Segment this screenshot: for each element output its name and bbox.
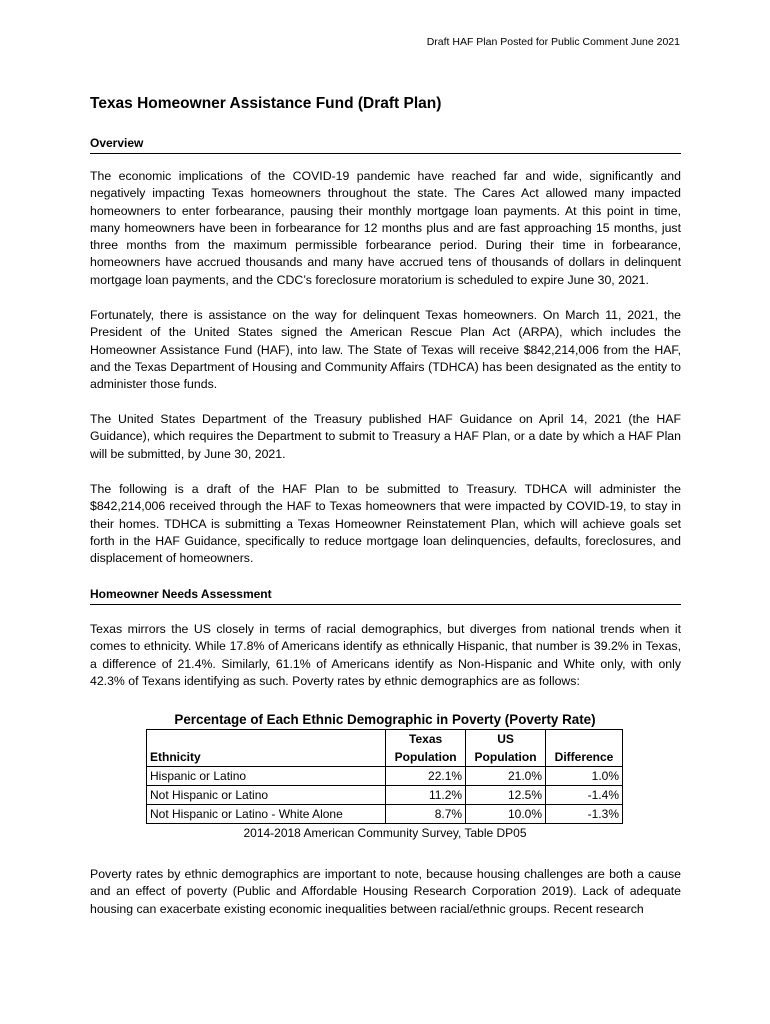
us-rate-cell: 21.0% (466, 767, 546, 786)
poverty-table (146, 729, 623, 824)
table-row (147, 786, 623, 805)
overview-heading: Overview (90, 136, 681, 154)
us-header-bottom: Population (466, 748, 546, 767)
header-note: Draft HAF Plan Posted for Public Comment June 2021 (426, 36, 680, 48)
us-header-top: US (466, 730, 546, 749)
overview-paragraph-4: The following is a draft of the HAF Plan to be submitted to Treasury. TDHCA will administer the $842,214,006 received through the HAF to Texas homeowners that were impacted by COVID-19, to stay in their homes. TDHCA is submitting a Texas Homeowner Reinstatement Plan, which will achieve goals set forth in the HAF Guidance, specifically to reduce mortgage loan delinquencies, defaults, foreclosures, and displacement of homeowners. (90, 482, 681, 566)
table-row (147, 767, 623, 786)
texas-rate-cell: 11.2% (386, 786, 466, 805)
poverty-table-title: Percentage of Each Ethnic Demographic in Poverty (Poverty Rate) (174, 712, 596, 727)
difference-cell: -1.4% (546, 786, 623, 805)
overview-paragraph-3: The United States Department of the Treasury published HAF Guidance on April 14, 2021 (the HAF Guidance), which requires the Department to submit to Treasury a HAF Plan, or a date by which a HAF Plan will be submitted, by June 30, 2021. (90, 412, 681, 461)
difference-cell: -1.3% (546, 805, 623, 824)
texas-rate-cell: 8.7% (386, 805, 466, 824)
table-source: 2014-2018 American Community Survey, Table DP05 (243, 826, 527, 840)
needs-assessment-heading: Homeowner Needs Assessment (90, 587, 681, 605)
ethnicity-cell: Hispanic or Latino (147, 767, 386, 786)
overview-paragraph-1: The economic implications of the COVID-19 pandemic have reached far and wide, significantly and negatively impacting Texas homeowners throughout the state. The Cares Act allowed many impacted homeowners to enter forbearance, pausing their monthly mortgage loan payments. At this point in time, many homeowners have been in forbearance for 12 months plus and are fast approaching 15 months, just three months from the maximum permissible forbearance period. During their time in forbearance, homeowners have accrued thousands and many have accrued tens of thousands of dollars in delinquent mortgage loan payments, and the CDC’s foreclosure moratorium is scheduled to expire June 30, 2021. (90, 169, 681, 287)
table-header-row-top (147, 730, 623, 749)
ethnicity-header: Ethnicity (147, 730, 386, 767)
texas-header-top: Texas (386, 730, 466, 749)
ethnicity-cell: Not Hispanic or Latino (147, 786, 386, 805)
overview-paragraph-2: Fortunately, there is assistance on the way for delinquent Texas homeowners. On March 11, 2021, the President of the United States signed the American Rescue Plan Act (ARPA), which includes the Homeowner Assistance Fund (HAF), into law. The State of Texas will receive $842,214,006 from the HAF, and the Texas Department of Housing and Community Affairs (TDHCA) has been designated as the entity to administer those funds. (90, 308, 681, 392)
texas-rate-cell: 22.1% (386, 767, 466, 786)
ethnicity-cell: Not Hispanic or Latino - White Alone (147, 805, 386, 824)
difference-header-blank (546, 730, 623, 749)
difference-cell: 1.0% (546, 767, 623, 786)
table-row (147, 805, 623, 824)
needs-paragraph-1: Texas mirrors the US closely in terms of racial demographics, but diverges from national trends when it comes to ethnicity. While 17.8% of Americans identify as ethnically Hispanic, that number is 39.2% in Texas, a difference of 21.4%. Similarly, 61.1% of Americans identify as Non-Hispanic and White only, with only 42.3% of Texans identifying as such. Poverty rates by ethnic demographics are as follows: (90, 622, 681, 688)
us-rate-cell: 12.5% (466, 786, 546, 805)
us-rate-cell: 10.0% (466, 805, 546, 824)
needs-paragraph-2: Poverty rates by ethnic demographics are important to note, because housing challenges are both a cause and an effect of poverty (Public and Affordable Housing Research Corporation 2019). Lack of adequate housing can exacerbate existing economic inequalities between racial/ethnic groups. Recent research (90, 867, 681, 916)
poverty-table-block (145, 712, 625, 840)
page-title: Texas Homeowner Assistance Fund (Draft Plan) (90, 95, 442, 112)
difference-header: Difference (546, 748, 623, 767)
texas-header-bottom: Population (386, 748, 466, 767)
